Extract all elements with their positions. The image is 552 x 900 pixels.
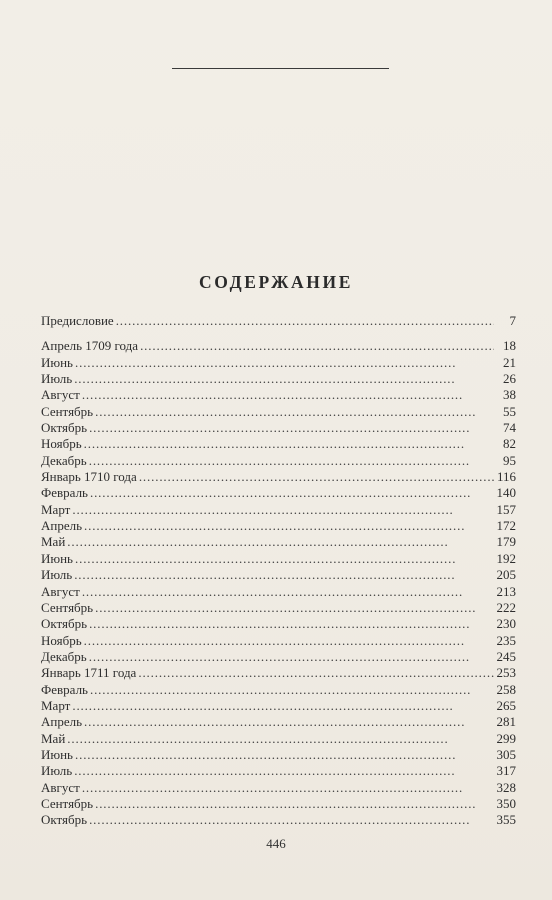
dot-leader	[72, 698, 494, 714]
toc-entry-page: 18	[503, 338, 516, 354]
toc-entry	[41, 355, 516, 371]
dot-leader	[75, 551, 494, 567]
toc-entry-page: 355	[496, 812, 516, 828]
dot-leader	[84, 714, 494, 730]
dot-leader	[72, 502, 494, 518]
toc-entry	[41, 469, 516, 485]
toc-entry	[41, 420, 516, 436]
toc-entry	[41, 404, 516, 420]
toc-entry-page: 116	[496, 469, 516, 485]
dot-leader	[74, 763, 494, 779]
toc-entry	[41, 600, 516, 616]
toc-entry	[41, 453, 516, 469]
toc-entry-page: 21	[503, 354, 516, 370]
toc-entry	[41, 665, 516, 681]
toc-entry-label: Апрель 1709 года	[41, 338, 139, 354]
toc-entry	[41, 371, 516, 387]
toc-entry	[41, 763, 516, 779]
toc-entry-page: 222	[496, 599, 516, 615]
dot-leader	[90, 682, 494, 698]
dot-leader	[140, 338, 494, 354]
toc-entry	[41, 633, 516, 649]
toc-entry-label: Февраль	[41, 681, 88, 697]
dot-leader	[89, 649, 494, 665]
toc-entry-label: Сентябрь	[41, 599, 94, 615]
toc-entry-label: Июнь	[41, 550, 73, 566]
dot-leader	[74, 371, 494, 387]
toc-entry-label: Январь 1711 года	[41, 665, 137, 681]
toc-entry-page: 258	[496, 681, 516, 697]
toc-entry-label: Декабрь	[41, 452, 87, 468]
dot-leader	[89, 453, 494, 469]
toc-entry	[41, 780, 516, 796]
toc-entry-page: 179	[496, 534, 516, 550]
toc-entry-page: 82	[503, 436, 516, 452]
toc-entry-label: Январь 1710 года	[41, 469, 137, 485]
toc-entry-label: Предисловие	[41, 313, 114, 328]
toc-entry-label: Март	[41, 501, 71, 517]
toc-entry	[41, 616, 516, 632]
toc-entry-page: 281	[496, 714, 516, 730]
toc-entry-page: 245	[496, 648, 516, 664]
toc-entry-page: 265	[496, 697, 516, 713]
toc-entry-page: 157	[496, 501, 516, 517]
toc-entry	[41, 731, 516, 747]
toc-entry-label: Март	[41, 697, 71, 713]
toc-entry	[41, 567, 516, 583]
toc-entry-label: Май	[41, 730, 66, 746]
toc-entry-page: 38	[503, 387, 516, 403]
toc-entry-page: 26	[503, 371, 516, 387]
dot-leader	[84, 633, 494, 649]
toc-entry-page: 235	[496, 632, 516, 648]
toc-entry	[41, 338, 516, 354]
dot-leader	[95, 404, 494, 420]
dot-leader	[116, 313, 494, 329]
toc-entry	[41, 714, 516, 730]
toc-entry-label: Октябрь	[41, 812, 88, 828]
toc-entry-label: Июль	[41, 763, 73, 779]
toc-entry	[41, 313, 516, 329]
top-rule	[172, 68, 389, 69]
dot-leader	[89, 616, 494, 632]
toc-entry-label: Сентябрь	[41, 403, 94, 419]
toc-entry	[41, 551, 516, 567]
toc-entry	[41, 796, 516, 812]
toc-entry-label: Август	[41, 387, 80, 403]
dot-leader	[95, 796, 494, 812]
dot-leader	[82, 387, 494, 403]
toc-entry-label: Октябрь	[41, 616, 88, 632]
toc-entry-label: Апрель	[41, 714, 83, 730]
page-number: 446	[266, 836, 286, 851]
dot-leader	[75, 747, 494, 763]
dot-leader	[138, 665, 494, 681]
toc-entry-label: Декабрь	[41, 648, 87, 664]
dot-leader	[82, 780, 494, 796]
dot-leader	[74, 567, 494, 583]
toc-entry-label: Февраль	[41, 485, 88, 501]
toc-entry-label: Октябрь	[41, 420, 88, 436]
toc-entry-page: 213	[496, 583, 516, 599]
toc-entry-page: 7	[509, 313, 516, 328]
toc-entry-page: 95	[503, 452, 516, 468]
toc-heading: СОДЕРЖАНИЕ	[198, 272, 353, 292]
toc-entry-label: Август	[41, 583, 80, 599]
dot-leader	[67, 534, 494, 550]
toc-entry	[41, 682, 516, 698]
dot-leader	[89, 420, 494, 436]
toc-entry-page: 55	[503, 403, 516, 419]
toc-entry-page: 74	[503, 420, 516, 436]
toc-entry	[41, 436, 516, 452]
toc-entry-page: 299	[496, 730, 516, 746]
toc-entry	[41, 485, 516, 501]
dot-leader	[82, 584, 494, 600]
toc-entry-page: 317	[496, 763, 516, 779]
toc-entry-label: Апрель	[41, 518, 83, 534]
toc-entry-label: Ноябрь	[41, 436, 82, 452]
toc-entry-page: 253	[496, 665, 516, 681]
toc-entry-page: 230	[496, 616, 516, 632]
toc-entry	[41, 502, 516, 518]
toc-entry-page: 328	[496, 779, 516, 795]
toc-entry	[41, 698, 516, 714]
toc-entry-label: Май	[41, 534, 66, 550]
toc-entry-page: 305	[496, 746, 516, 762]
toc-entry-label: Июль	[41, 567, 73, 583]
toc-entry-label: Июль	[41, 371, 73, 387]
toc-list	[41, 313, 516, 829]
toc-entry-label: Июнь	[41, 746, 73, 762]
toc-entry	[41, 584, 516, 600]
toc-entry-label: Сентябрь	[41, 795, 94, 811]
toc-entry-page: 172	[496, 518, 516, 534]
toc-entry-page: 192	[496, 550, 516, 566]
dot-leader	[84, 436, 494, 452]
dot-leader	[139, 469, 494, 485]
toc-entry-page: 140	[496, 485, 516, 501]
toc-entry	[41, 812, 516, 828]
dot-leader	[90, 485, 494, 501]
dot-leader	[89, 812, 494, 828]
toc-entry-label: Август	[41, 779, 80, 795]
toc-entry-label: Июнь	[41, 354, 73, 370]
dot-leader	[67, 731, 494, 747]
dot-leader	[84, 518, 494, 534]
toc-entry-page: 205	[496, 567, 516, 583]
toc-entry	[41, 747, 516, 763]
toc-entry	[41, 649, 516, 665]
toc-entry-page: 350	[496, 795, 516, 811]
toc-entry	[41, 534, 516, 550]
toc-entry-label: Ноябрь	[41, 632, 82, 648]
toc-entry	[41, 518, 516, 534]
toc-entry	[41, 387, 516, 403]
dot-leader	[75, 355, 494, 371]
dot-leader	[95, 600, 494, 616]
